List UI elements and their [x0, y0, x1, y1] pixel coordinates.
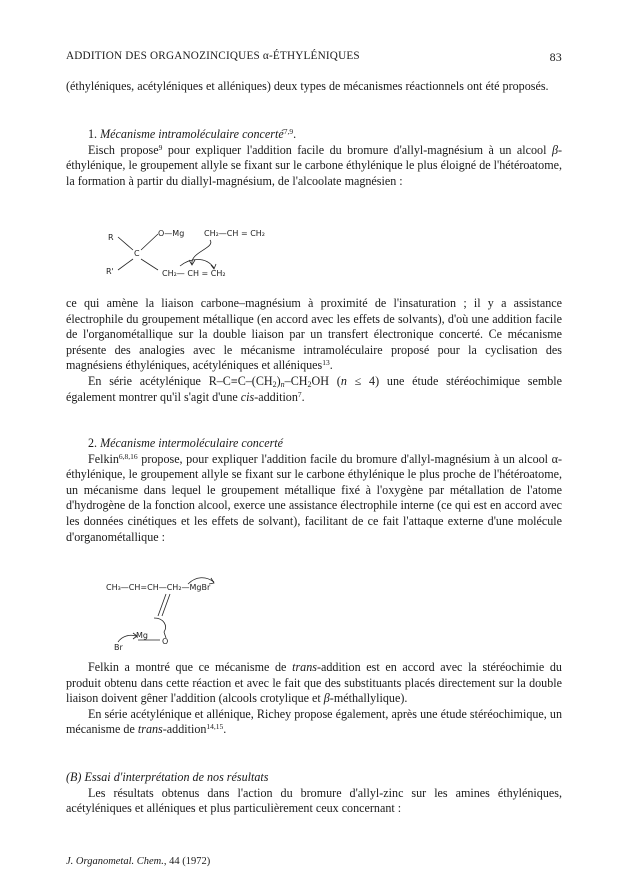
scheme-2-O: O: [162, 637, 169, 646]
section-2-paragraph-2: Felkin a montré que ce mécanisme de trans-addition est en accord avec la stéréochimie du produit obtenu dans cette réaction et avec le fait que des substituants placés directement sur la double liaison doivent gêner l'addition (alcools crotylique et β-méthallylique).: [66, 660, 562, 706]
journal-name: J. Organometal. Chem.: [66, 856, 164, 867]
section-1-paragraph-2: ce qui amène la liaison carbone–magnésium à proximité de l'insaturation ; il y a assistance électrophile du groupement métallique (en accord avec les effets de solvants), d'où une addition facile de l'organométallique sur la double liaison par un transfert électronique concerté. Ce mécanisme présente des analogies avec le mécanisme intramoléculaire proposé pour la cyclisation des magnésiens éthyléniques, acétyléniques et alléniques$^{13}$.: [66, 296, 562, 373]
scheme-1-allyl-top: CH₂—CH = CH₂: [204, 229, 266, 238]
scheme-1-C: C: [134, 249, 140, 258]
section-2-paragraph-1: Felkin$^{6,8,16}$ propose, pour expliquer l'addition facile du bromure d'allyl-magnésium à un alcool α-éthylénique, le groupement allyle se fixant sur le carbone éthylénique le plus proche de l'hétéroatome, un mécanisme dans lequel le groupement métallique fixé à l'oxygène par métallation de l'atome d'hydrogène de la fonction alcool, exerce une assistance électrophile interne (ce qui est en accord avec les données cinétiques et les effets de solvant), facilitant de ce fait l'attaque externe d'une molécule d'organométallique :: [66, 451, 562, 544]
page-number: 83: [549, 50, 562, 64]
section-B-heading: (B) Essai d'interprétation de nos résultats: [66, 770, 269, 784]
scheme-2-chain: CH₃—CH=CH—CH₂—MgBr: [106, 583, 211, 592]
journal-footer: [66, 856, 210, 867]
scheme-2-Mg: Mg: [136, 631, 148, 640]
scheme-1-R: R: [108, 233, 114, 242]
section-2-paragraph-3: En série acétylénique et allénique, Richey propose également, après une étude stéréochimique, un mécanisme de trans-addition$^{14,15}$.: [66, 706, 562, 737]
running-header: [66, 50, 562, 66]
scheme-2-intermolecular: [106, 574, 326, 658]
running-title: ADDITION DES ORGANOZINCIQUES α-ÉTHYLÉNIQUES: [66, 50, 360, 62]
section-1-paragraph-3: En série acétylénique $R-C\equiv C-(CH_2)_n-CH_2OH$ (n ≤ 4) une étude stéréochimique semble également montrer qu'il s'agit d'une cis-addition$^7$.: [66, 373, 562, 404]
scheme-1-intramolecular: [106, 222, 346, 282]
journal-volume: , 44 (1972): [163, 856, 211, 867]
section-2: [66, 436, 562, 545]
scheme-1-OMg: O—Mg: [158, 229, 185, 238]
section-B: [66, 770, 562, 817]
scheme-1-allyl-bottom: CH₂— CH = CH₂: [162, 269, 226, 278]
section-B-paragraph-1: Les résultats obtenus dans l'action du bromure d'allyl-zinc sur les amines éthyléniques, acétyléniques et alléniques et plus particulièrement ceux concernant :: [66, 785, 562, 816]
scheme-1-R-prime: R': [106, 267, 114, 276]
intro-paragraph: (éthyléniques, acétyléniques et alléniques) deux types de mécanismes réactionnels ont été proposés.: [66, 79, 549, 93]
section-1-continued: [66, 296, 562, 405]
section-2-continued: [66, 660, 562, 738]
section-1: [66, 127, 562, 189]
section-1-heading: 1. Mécanisme intramoléculaire concerté$^{7,9}$.: [88, 127, 297, 141]
section-2-heading: 2. Mécanisme intermoléculaire concerté: [88, 436, 284, 450]
section-1-paragraph-1: Eisch propose$^9$ pour expliquer l'addition facile du bromure d'allyl-magnésium à un alcool β-éthylénique, le groupement allyle se fixant sur le carbone éthylénique le plus éloigné de l'hétéroatome, la formation à partir du diallyl-magnésium, de l'alcoolate magnésien :: [66, 142, 562, 188]
scheme-2-Br: Br: [114, 643, 123, 652]
